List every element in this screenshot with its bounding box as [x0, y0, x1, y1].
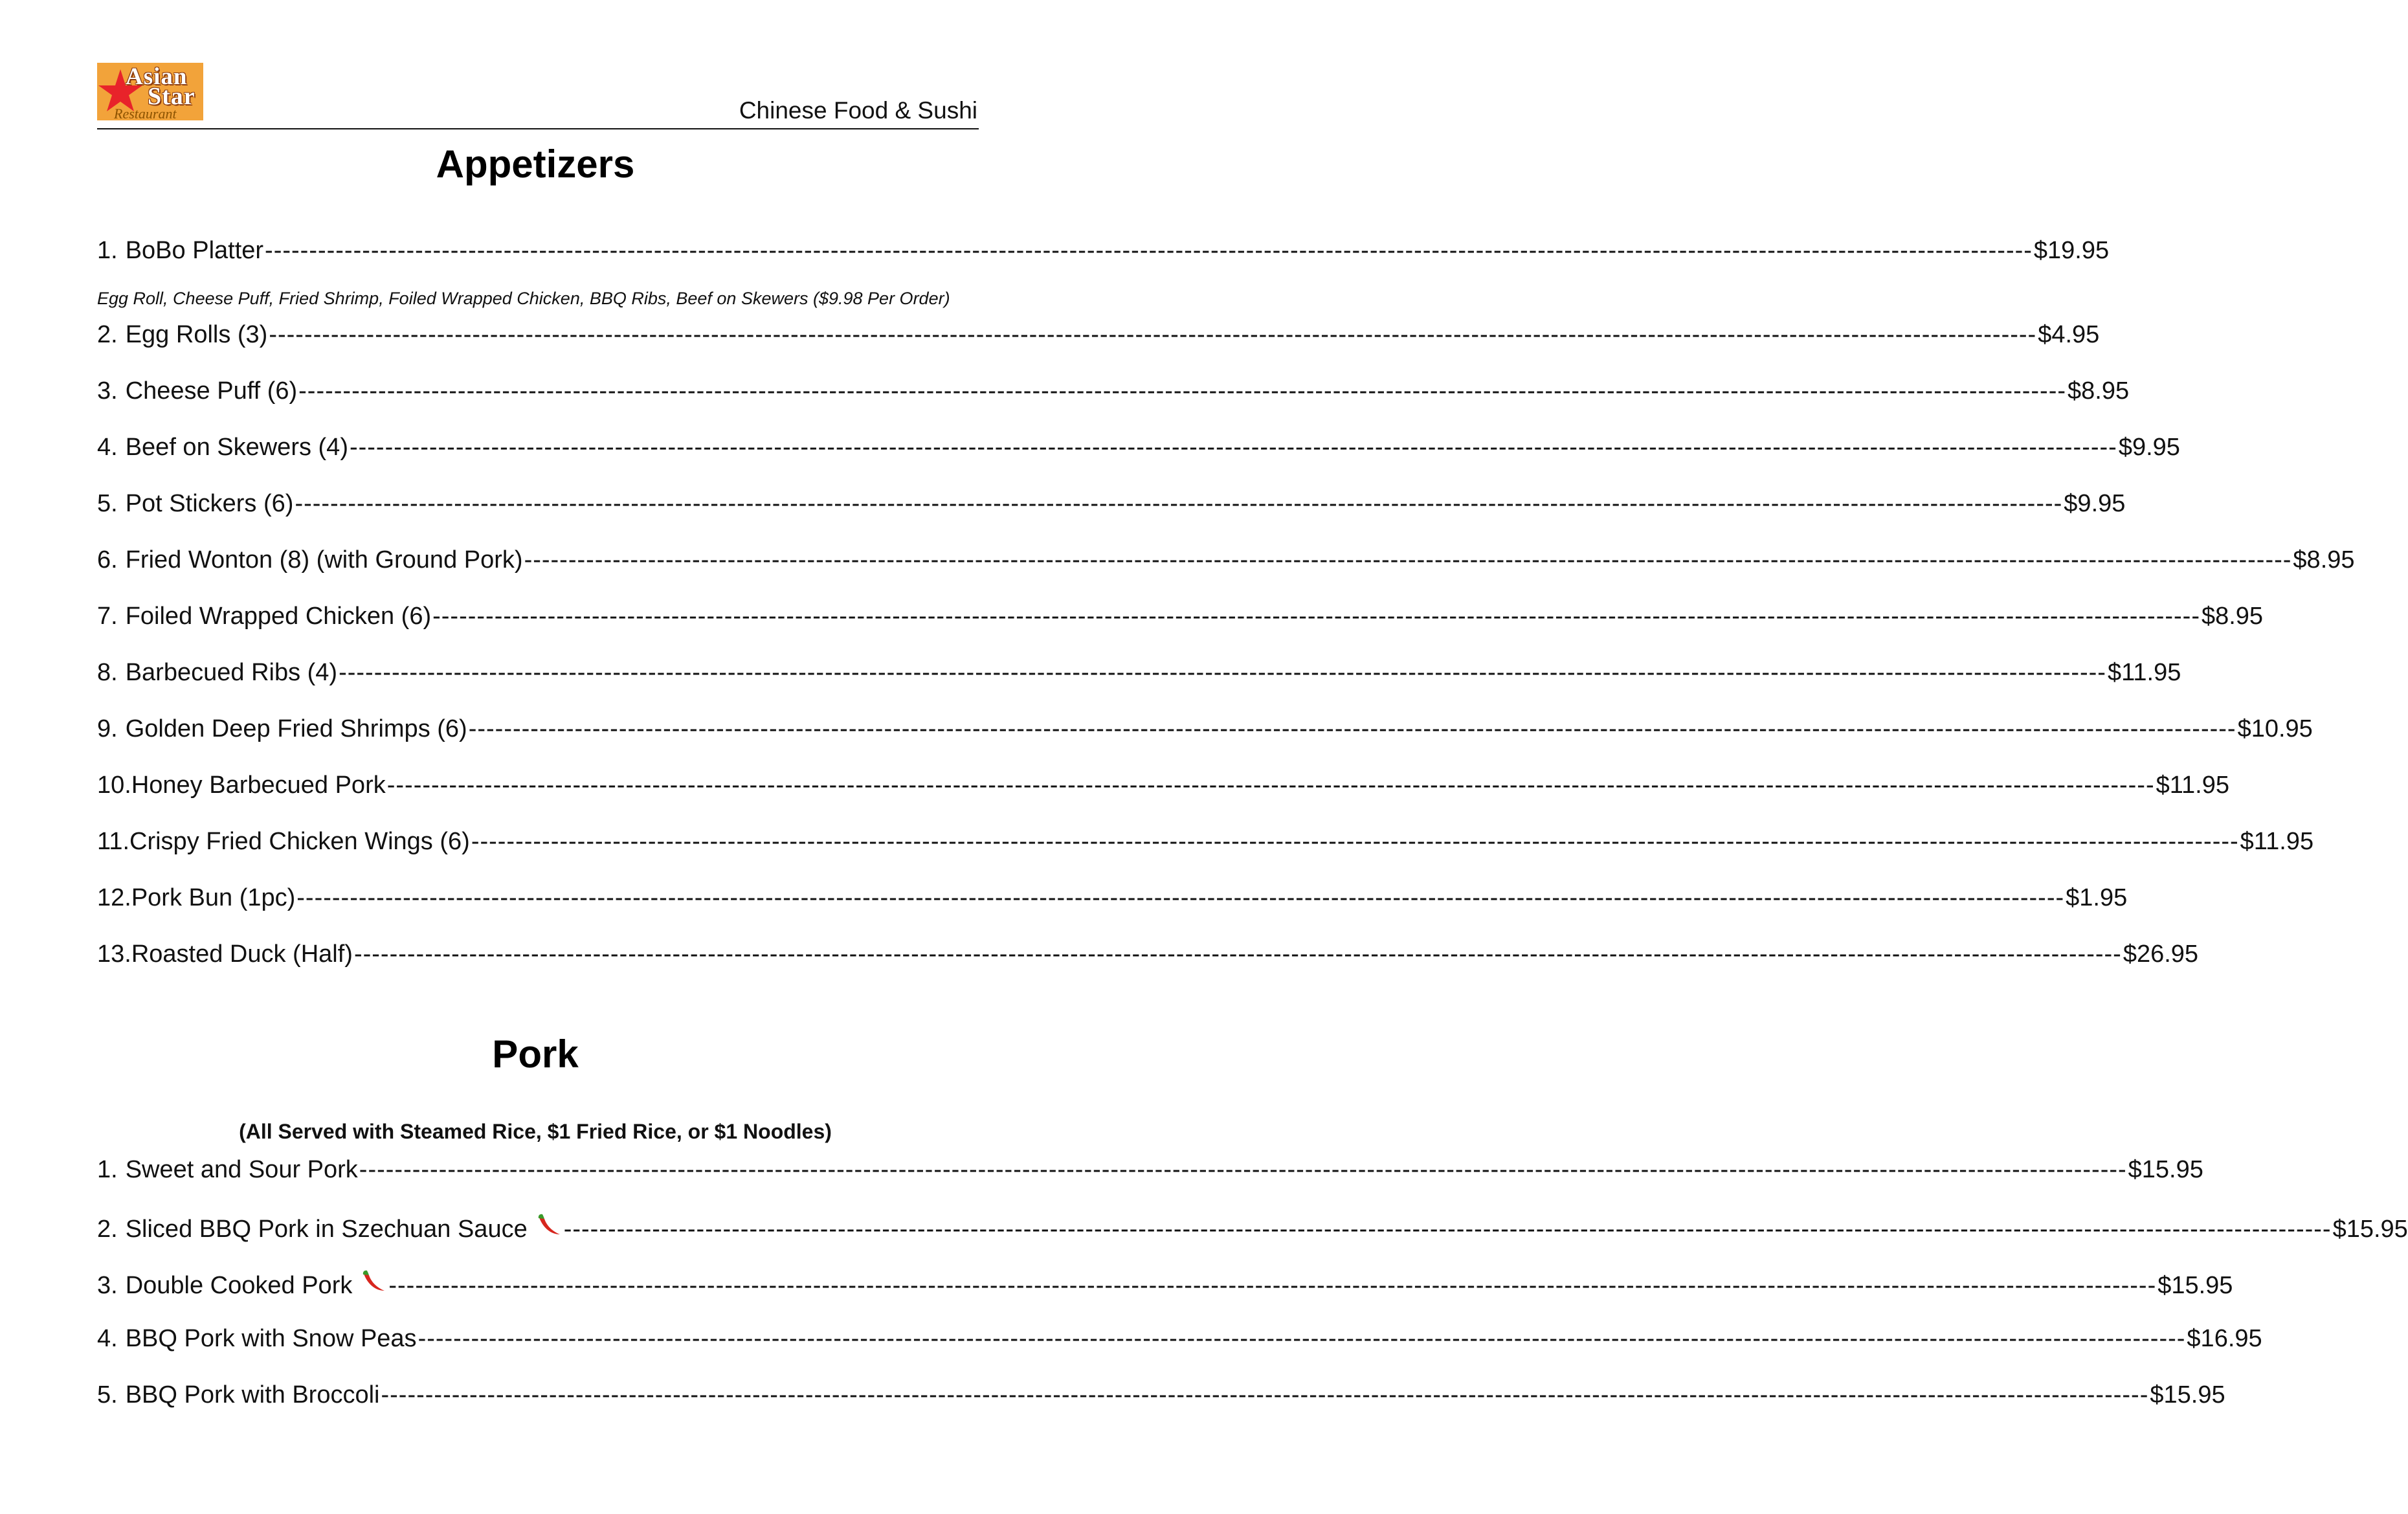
appetizer-item [97, 237, 2110, 269]
dot-leader: -------------------------------------------------------------------------------------------------------------------------------------------------------------------------------------------------------- [353, 941, 2122, 968]
dot-leader: -------------------------------------------------------------------------------------------------------------------------------------------------------------------------------------------------------- [359, 1156, 2127, 1183]
restaurant-logo [97, 63, 203, 120]
item-price: $16.95 [2187, 1325, 2262, 1352]
item-name: Honey Barbecued Pork [131, 772, 386, 799]
pork-item [97, 1156, 2203, 1188]
item-price: $11.95 [2240, 828, 2314, 855]
appetizer-item [97, 377, 2130, 410]
logo-word-star: Star [148, 83, 195, 110]
item-number: 4. [97, 434, 118, 461]
item-price: $8.95 [2068, 377, 2130, 405]
item-price: $11.95 [2107, 659, 2181, 686]
item-name: Beef on Skewers (4) [125, 434, 348, 461]
dot-leader: -------------------------------------------------------------------------------------------------------------------------------------------------------------------------------------------------------- [563, 1216, 2332, 1243]
appetizer-item [97, 772, 2229, 804]
logo-word-asian: Asian [126, 63, 188, 90]
appetizer-item [97, 434, 2180, 466]
pork-item [97, 1269, 2233, 1301]
item-number: 7. [97, 603, 118, 630]
item-name: Crispy Fried Chicken Wings (6) [129, 828, 470, 855]
item-price: $15.95 [2150, 1381, 2225, 1408]
item-number: 11. [97, 828, 130, 855]
item-number: 12. [97, 884, 131, 911]
dot-leader: -------------------------------------------------------------------------------------------------------------------------------------------------------------------------------------------------------- [432, 603, 2200, 630]
item-name: Pork Bun (1pc) [131, 884, 296, 911]
dot-leader: -------------------------------------------------------------------------------------------------------------------------------------------------------------------------------------------------------- [269, 321, 2037, 348]
item-name: Egg Rolls (3) [125, 321, 268, 348]
item-number: 1. [97, 237, 118, 264]
item-number: 4. [97, 1325, 118, 1352]
appetizer-item [97, 490, 2126, 522]
item-price: $26.95 [2123, 941, 2199, 968]
dot-leader: -------------------------------------------------------------------------------------------------------------------------------------------------------------------------------------------------------- [524, 546, 2292, 573]
item-price: $8.95 [2293, 546, 2355, 573]
item-number: 3. [97, 377, 118, 405]
header-divider [97, 128, 979, 129]
appetizer-item [97, 546, 2355, 579]
chili-pepper-icon [361, 1269, 387, 1293]
item-number: 6. [97, 546, 118, 573]
dot-leader: -------------------------------------------------------------------------------------------------------------------------------------------------------------------------------------------------------- [418, 1325, 2186, 1352]
pork-item [97, 1212, 2408, 1245]
item-number: 2. [97, 1216, 118, 1243]
item-price: $1.95 [2066, 884, 2128, 911]
dot-leader: -------------------------------------------------------------------------------------------------------------------------------------------------------------------------------------------------------- [339, 659, 2106, 686]
appetizer-item [97, 715, 2313, 748]
dot-leader: -------------------------------------------------------------------------------------------------------------------------------------------------------------------------------------------------------- [295, 490, 2063, 517]
appetizer-item [97, 659, 2181, 691]
pork-item [97, 1325, 2262, 1357]
chili-pepper-icon [537, 1212, 563, 1237]
item-name: Barbecued Ribs (4) [125, 659, 338, 686]
dot-leader: -------------------------------------------------------------------------------------------------------------------------------------------------------------------------------------------------------- [298, 377, 2067, 405]
item-price: $11.95 [2156, 772, 2229, 799]
item-name: Sweet and Sour Pork [125, 1156, 358, 1183]
item-number: 3. [97, 1272, 118, 1299]
appetizer-item [97, 603, 2264, 635]
item-price: $15.95 [2157, 1272, 2233, 1299]
item-number: 9. [97, 715, 118, 742]
item-name: Pot Stickers (6) [125, 490, 294, 517]
pork-item [97, 1381, 2225, 1414]
item-name: Double Cooked Pork [125, 1272, 353, 1299]
appetizer-item [97, 941, 2199, 973]
item-name: BBQ Pork with Broccoli [125, 1381, 380, 1408]
restaurant-tagline: Chinese Food & Sushi [739, 97, 977, 124]
item-price: $15.95 [2332, 1216, 2408, 1243]
item-price: $9.95 [2118, 434, 2180, 461]
item-number: 2. [97, 321, 118, 348]
dot-leader: -------------------------------------------------------------------------------------------------------------------------------------------------------------------------------------------------------- [388, 1272, 2157, 1299]
appetizer-item [97, 321, 2100, 353]
dot-leader: -------------------------------------------------------------------------------------------------------------------------------------------------------------------------------------------------------- [381, 1381, 2149, 1408]
dot-leader: -------------------------------------------------------------------------------------------------------------------------------------------------------------------------------------------------------- [296, 884, 2065, 911]
dot-leader: -------------------------------------------------------------------------------------------------------------------------------------------------------------------------------------------------------- [471, 828, 2239, 855]
appetizers-title: Appetizers [436, 142, 635, 186]
item-number: 8. [97, 659, 118, 686]
item-name: Golden Deep Fried Shrimps (6) [125, 715, 467, 742]
logo-word-restaurant: Restaurant [114, 106, 177, 122]
item-name: Fried Wonton (8) (with Ground Pork) [125, 546, 523, 573]
item-price: $9.95 [2064, 490, 2126, 517]
item-number: 1. [97, 1156, 118, 1183]
dot-leader: -------------------------------------------------------------------------------------------------------------------------------------------------------------------------------------------------------- [386, 772, 2155, 799]
appetizer-item [97, 884, 2128, 917]
item-price: $4.95 [2038, 321, 2100, 348]
appetizer-item [97, 828, 2314, 860]
item-name: Foiled Wrapped Chicken (6) [125, 603, 432, 630]
dot-leader: -------------------------------------------------------------------------------------------------------------------------------------------------------------------------------------------------------- [349, 434, 2117, 461]
item-name: Roasted Duck (Half) [131, 941, 353, 968]
item-number: 5. [97, 1381, 118, 1408]
item-name: Cheese Puff (6) [125, 377, 298, 405]
item-number: 5. [97, 490, 118, 517]
item-name: BBQ Pork with Snow Peas [125, 1325, 417, 1352]
platter-description: Egg Roll, Cheese Puff, Fried Shrimp, Foiled Wrapped Chicken, BBQ Ribs, Beef on Skewers ($9.98 Per Order) [97, 289, 950, 308]
item-price: $10.95 [2237, 715, 2313, 742]
dot-leader: -------------------------------------------------------------------------------------------------------------------------------------------------------------------------------------------------------- [265, 237, 2033, 264]
item-price: $8.95 [2201, 603, 2264, 630]
item-price: $15.95 [2128, 1156, 2203, 1183]
pork-served-with-note: (All Served with Steamed Rice, $1 Fried Rice, or $1 Noodles) [239, 1120, 832, 1143]
item-number: 10. [97, 772, 131, 799]
item-name: Sliced BBQ Pork in Szechuan Sauce [125, 1216, 528, 1243]
item-price: $19.95 [2033, 237, 2110, 264]
item-number: 13. [97, 941, 131, 968]
dot-leader: -------------------------------------------------------------------------------------------------------------------------------------------------------------------------------------------------------- [468, 715, 2236, 742]
pork-title: Pork [492, 1032, 579, 1076]
item-name: BoBo Platter [125, 237, 264, 264]
